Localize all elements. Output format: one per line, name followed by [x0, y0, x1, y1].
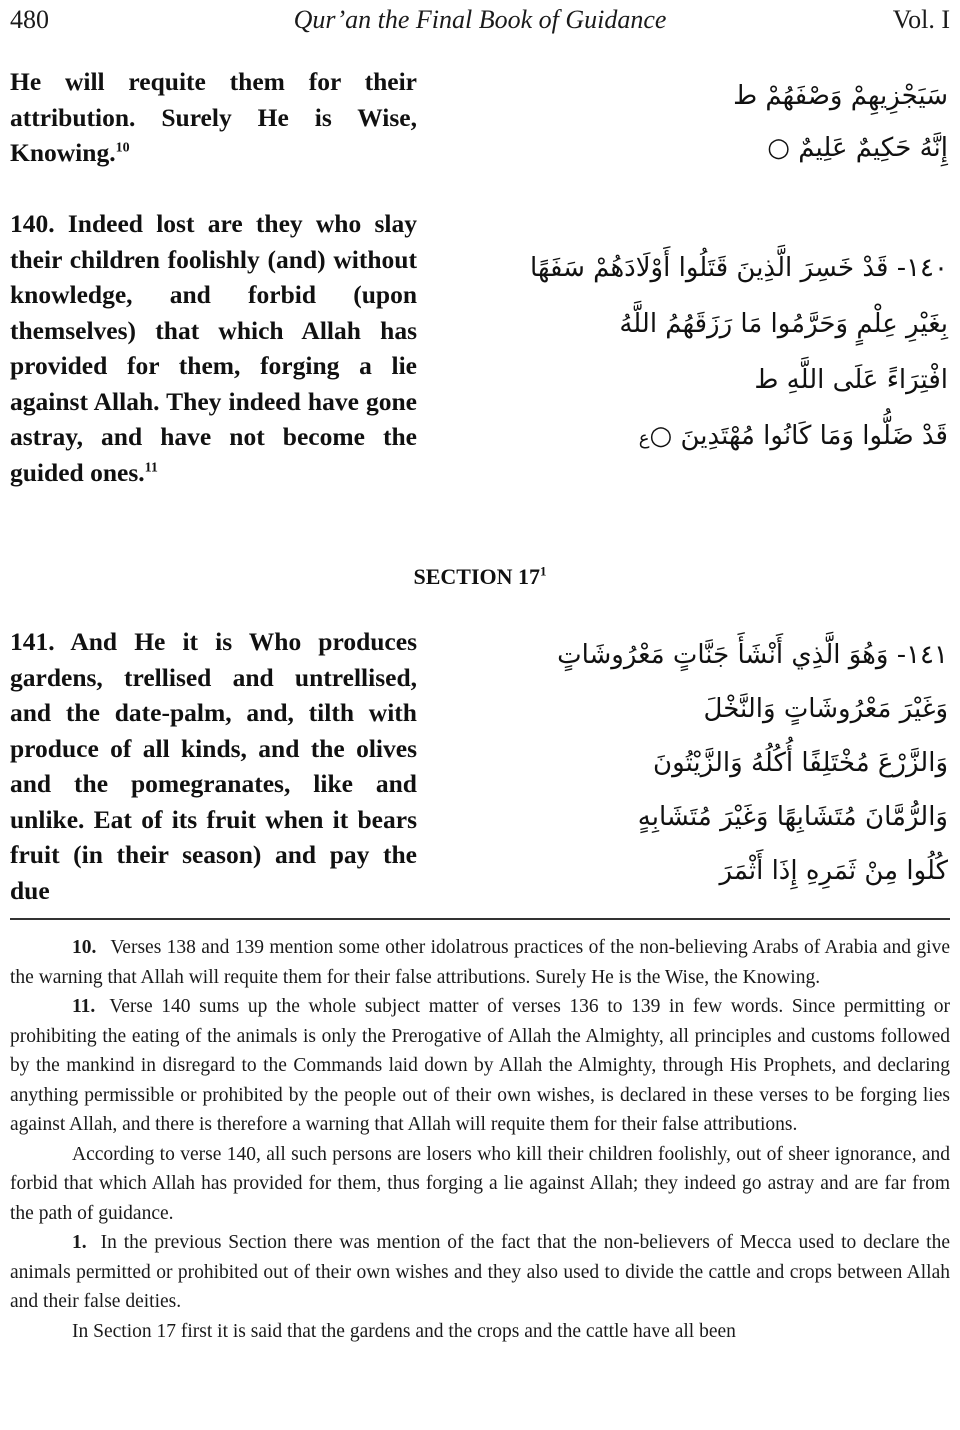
volume-label: Vol. I	[892, 5, 950, 34]
arabic-line: ١٤١- وَهُوَ الَّذِي أَنْشَأَ جَنَّاتٍ مَعْرُوشَاتٍ	[557, 640, 948, 670]
arabic-line: إِنَّهُ حَكِيمٌ عَلِيمٌ ○	[767, 133, 948, 163]
arabic-line: وَالرُّمَّانَ مُتَشَابِهًا وَغَيْرَ مُتَشَابِهٍ	[637, 802, 948, 832]
footnote	[10, 933, 950, 992]
arabic-line-text: قَدْ ضَلُّوا وَمَا كَانُوا مُهْتَدِينَ ○	[649, 421, 948, 451]
running-head	[0, 0, 960, 40]
arabic-line: سَيَجْزِيهِمْ وَصْفَهُمْ ط	[733, 81, 948, 111]
footnote-divider	[10, 918, 950, 920]
verse-translation	[10, 64, 417, 171]
footnote-text: In the previous Section there was mention of the fact that the non-believers of Mecca used to declare the animals permitted or prohibited out of their own wishes and they also used to divide the cattle and crops between Allah and their false deities.	[10, 1232, 950, 1312]
footnote-number: 11.	[72, 996, 96, 1017]
footnote-text: According to verse 140, all such persons are losers who kill their children foolishly, out of sheer ignorance, and forbid that which Allah has provided for them, thus forging a lie against Allah; they indeed go astray and are far from the path of guidance.	[10, 1143, 950, 1224]
footnote-reference[interactable]: 11	[144, 460, 158, 475]
footnotes	[10, 933, 950, 1346]
footnote-text: In Section 17 first it is said that the gardens and the crops and the cattle have all been	[72, 1320, 736, 1342]
section-heading	[0, 562, 960, 592]
footnote-number: 10.	[72, 937, 97, 958]
footnote-reference[interactable]: 10	[115, 140, 130, 156]
footnote-reference[interactable]: 1	[540, 563, 547, 579]
footnote-continuation	[10, 1140, 950, 1229]
section-title: SECTION 17	[413, 564, 541, 589]
arabic-line: افْتِرَاءً عَلَى اللَّهِ ط	[754, 365, 948, 395]
arabic-line: ١٤٠- قَدْ خَسِرَ الَّذِينَ قَتَلُوا أَوْلَادَهُمْ سَفَهًا	[530, 253, 948, 283]
ruku-mark-icon: ع	[638, 428, 650, 449]
footnote-number: 1.	[72, 1232, 87, 1253]
arabic-line: كُلُوا مِنْ ثَمَرِهِ إِذَا أَثْمَرَ	[719, 856, 948, 886]
footnote-text: Verses 138 and 139 mention some other idolatrous practices of the non-believing Arabs of Arabia and give the warning that Allah will requite them for their false attributions. Surely He is the Wise, the Knowing.	[10, 937, 950, 988]
verse-text: 140. Indeed lost are they who slay their children foolishly (and) without knowledge, and forbid (upon themselves) that which Allah has provided for them, forging a lie against Allah. They indeed have gone astray, and have not become the guided ones.	[10, 209, 417, 487]
verse-arabic	[448, 628, 948, 898]
book-title: Qur’an the Final Book of Guidance	[293, 5, 667, 34]
verse-text: He will requite them for their attribution. Surely He is Wise, Knowing.	[10, 67, 417, 167]
page-number: 480	[10, 5, 49, 34]
arabic-line: بِغَيْرِ عِلْمٍ وَحَرَّمُوا مَا رَزَقَهُمُ اللَّهُ	[619, 309, 948, 339]
arabic-line	[448, 408, 948, 467]
verse-translation	[10, 206, 417, 490]
verse-arabic	[448, 70, 948, 174]
footnote-continuation	[10, 1317, 950, 1347]
verse-translation	[10, 624, 417, 908]
arabic-line: وَالزَّرْعَ مُخْتَلِفًا أُكُلُهُ وَالزَّيْتُونَ	[653, 748, 948, 778]
verse-text: 141. And He it is Who produces gardens, trellised and untrellised, and the date-palm, and, tilth with produce of all kinds, and the olives and the pomegranates, like and unlike. Eat of its fruit when it bears fruit (in their season) and pay the due	[10, 627, 417, 905]
verse-arabic	[448, 240, 948, 467]
footnote	[10, 1228, 950, 1317]
footnote	[10, 992, 950, 1140]
arabic-line: وَغَيْرَ مَعْرُوشَاتٍ وَالنَّخْلَ	[703, 694, 948, 724]
footnote-text: Verse 140 sums up the whole subject matter of verses 136 to 139 in few words. Since permitting or prohibiting the eating of the animals is only the Prerogative of Allah the Almighty, all principles and customs followed by the mankind in disregard to the Commands laid down by Allah the Almighty, through His Prophets, and declaring anything permissible or prohibited by the people out of their own wishes, is declared in these verses to be forging lies against Allah, and there is therefore a warning that Allah will requite them for their false attributions.	[10, 996, 950, 1135]
